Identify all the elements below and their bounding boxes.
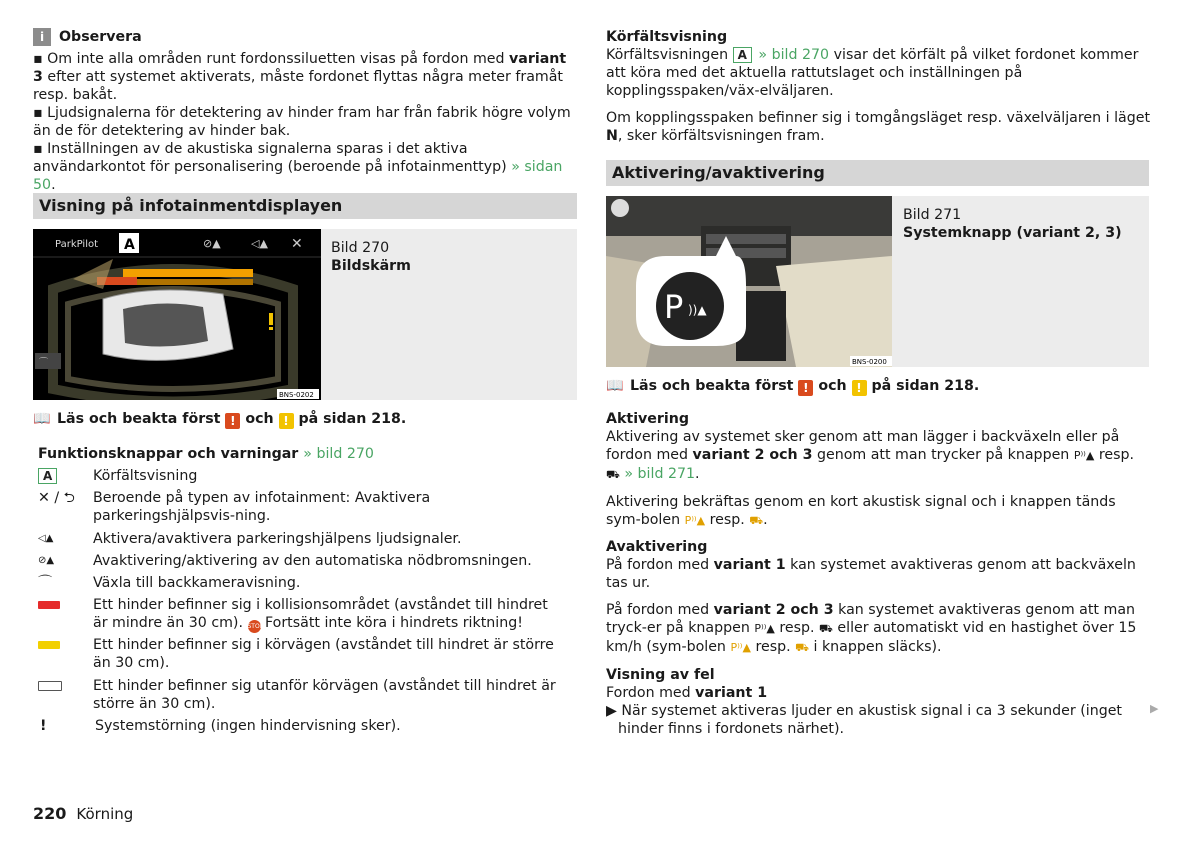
- emergency-brake-icon: ⊘▲: [38, 555, 55, 566]
- read-first-right: 📖 Läs och beakta först ! och ! på sidan 218.: [606, 378, 980, 395]
- close-back-icon: ✕ / ⮌: [38, 490, 76, 506]
- screen-label-a: A: [124, 237, 135, 253]
- svg-text:⌒: ⌒: [39, 358, 49, 368]
- figure-271-caption: [903, 206, 1122, 242]
- figure-270-panel: [33, 229, 577, 400]
- svg-text:✕: ✕: [291, 236, 303, 252]
- park-button-icon: P⁾⁾▲: [754, 622, 775, 635]
- page-section: Körning: [76, 805, 134, 823]
- activation-section: [606, 410, 1151, 738]
- activation-para-1: Aktivering av systemet sker genom att man lägger i backväxeln eller på fordon med variant 2 och 3 genom att man trycker på knappen P⁾⁾▲ resp. ⛟ » bild 271.: [606, 429, 1134, 482]
- read-first-left: 📖 Läs och beakta först ! och ! på sidan 218.: [33, 411, 407, 428]
- park-button-icon: P⁾⁾▲: [1073, 449, 1095, 462]
- exclamation-icon: !: [40, 718, 47, 734]
- system-button-image: [606, 196, 892, 367]
- svg-text:◁▲: ◁▲: [251, 237, 268, 250]
- yellow-segment-icon: [38, 641, 60, 649]
- activation-title: Aktivering: [606, 411, 690, 427]
- lane-view-para-2: Om kopplingsspaken befinner sig i tomgångsläget resp. växelväljaren i läget N, sker körfältsvisningen fram.: [606, 110, 1151, 144]
- figure-271-link[interactable]: » bild 271: [624, 466, 696, 482]
- park-assist-lit-icon: ⛟: [795, 641, 809, 654]
- warning-yellow-icon: !: [852, 380, 867, 396]
- lane-key-icon: A: [733, 47, 752, 63]
- park-button-symbol: P: [664, 288, 684, 326]
- screen-title: ParkPilot: [55, 239, 99, 250]
- fault-subtitle: Fordon med variant 1: [606, 685, 768, 701]
- continue-arrow-icon: ▶: [1150, 702, 1159, 715]
- svg-text:))▲: ))▲: [688, 303, 707, 317]
- figure-link[interactable]: » bild 270: [303, 446, 374, 462]
- activation-para-2: Aktivering bekräftas genom en kort akustisk signal och i knappen tänds sym-bolen P⁾⁾▲ resp. ⛟.: [606, 494, 1116, 528]
- legend-row-fault: ! Systemstörning (ingen hindervisning sker).: [40, 718, 401, 734]
- lane-view-key-icon: A: [38, 468, 57, 484]
- lane-view-section: [606, 28, 1151, 145]
- section-title-display: Visning på infotainmentdisplayen: [33, 193, 577, 219]
- park-assist-icon: ⛟: [819, 622, 833, 635]
- note-title: Observera: [59, 29, 142, 45]
- deactivation-title: Avaktivering: [606, 539, 708, 555]
- book-icon: 📖: [33, 411, 51, 427]
- fault-bullet: ▶ När systemet aktiveras ljuder en akustisk signal i ca 3 sekunder (inget hinder finns i fordonets närhet).: [606, 703, 1122, 737]
- warning-red-icon: !: [798, 380, 813, 396]
- figure-270-link[interactable]: » bild 270: [758, 47, 830, 63]
- deactivation-para-1: På fordon med variant 1 kan systemet avaktiveras genom att backväxeln tas ur.: [606, 557, 1136, 591]
- figure-label-271: Bild 271: [903, 207, 962, 223]
- page-footer: [33, 805, 133, 823]
- warning-yellow-icon: !: [279, 413, 294, 429]
- deactivation-para-2: På fordon med variant 2 och 3 kan systemet avaktiveras genom att man tryck-er på knappen P⁾⁾▲ resp. ⛟ eller automatiskt vid en hastighet över 15 km/h (sym-bolen P⁾⁾▲ resp. ⛟ i knappen släcks).: [606, 602, 1137, 655]
- legend-row-brake: ⊘▲ Avaktivering/aktivering av den automatiska nödbromsningen.: [38, 553, 532, 569]
- figure-label: Bild 270: [331, 240, 390, 256]
- sound-icon: ◁▲: [38, 533, 54, 544]
- legend-row-white: Ett hinder befinner sig utanför körvägen (avståndet till hindret är större än 30 cm).: [38, 677, 563, 713]
- page-link[interactable]: » sidan 50: [33, 159, 563, 193]
- lane-view-title: Körfältsvisning: [606, 29, 728, 45]
- note-box: [33, 28, 578, 194]
- park-assist-lit-icon: ⛟: [749, 514, 764, 527]
- figure-code: BNS-0202: [279, 391, 314, 399]
- note-line-1: ▪ Om inte alla områden runt fordonssiluetten visas på fordon med variant 3 efter att systemet aktiverats, måste fordonet flyttas några meter framåt resp. bakåt.: [33, 51, 567, 103]
- note-line-3: ▪ Inställningen av de akustiska signalerna sparas i det aktiva användarkontot för personalisering (beroende på infotainmenttyp) » sidan 50.: [33, 141, 563, 193]
- figure-title-271: Systemknapp (variant 2, 3): [903, 225, 1122, 241]
- lane-view-para-1: Körfältsvisningen A » bild 270 visar det körfält på vilket fordonet kommer att köra med det aktuella rattutslaget och inställningen på kopplingsspaken/väx-elväljaren.: [606, 47, 1139, 99]
- park-assist-icon: ⛟: [606, 468, 620, 481]
- fault-title: Visning av fel: [606, 667, 715, 683]
- figure-271-panel: [606, 196, 1149, 367]
- white-segment-icon: [38, 681, 62, 691]
- legend-row-red: Ett hinder befinner sig i kollisionsområdet (avståndet till hindret är mindre än 30 cm). STOP Fortsätt inte köra i hindrets riktning!: [38, 596, 563, 633]
- stop-icon: STOP: [248, 620, 261, 633]
- note-header: [33, 28, 578, 46]
- figure-code-271: BNS-0200: [852, 358, 887, 366]
- figure-title: Bildskärm: [331, 258, 411, 274]
- legend-row-a: A Körfältsvisning: [38, 467, 563, 485]
- svg-text:⊘▲: ⊘▲: [203, 237, 221, 250]
- parkpilot-screen-image: [33, 229, 321, 400]
- section-title-activation: Aktivering/avaktivering: [606, 160, 1149, 186]
- note-line-2: ▪ Ljudsignalerna för detektering av hinder fram har från fabrik högre volym än de för detektering av hinder bak.: [33, 105, 571, 139]
- legend-row-sound: ◁▲ Aktivera/avaktivera parkeringshjälpens ljudsignaler.: [38, 531, 462, 547]
- park-button-lit-icon: P⁾⁾▲: [684, 514, 706, 527]
- page-number: 220: [33, 804, 67, 823]
- rear-camera-icon: ⌒: [38, 575, 53, 591]
- warning-red-icon: !: [225, 413, 240, 429]
- figure-270-caption: [331, 239, 411, 275]
- park-button-lit-icon: P⁾⁾▲: [730, 641, 751, 654]
- book-icon: 📖: [606, 378, 624, 394]
- legend-row-yellow: Ett hinder befinner sig i körvägen (avståndet till hindret är större än 30 cm).: [38, 636, 563, 672]
- legend-row-camera: ⌒ Växla till backkameravisning.: [38, 575, 301, 591]
- legend-row-close: ✕ / ⮌ Beroende på typen av infotainment: Avaktivera parkeringshjälpsvis-ning.: [38, 490, 431, 524]
- red-segment-icon: [38, 601, 60, 609]
- info-icon: i: [33, 28, 51, 46]
- function-heading: Funktionsknappar och varningar » bild 270: [38, 446, 374, 462]
